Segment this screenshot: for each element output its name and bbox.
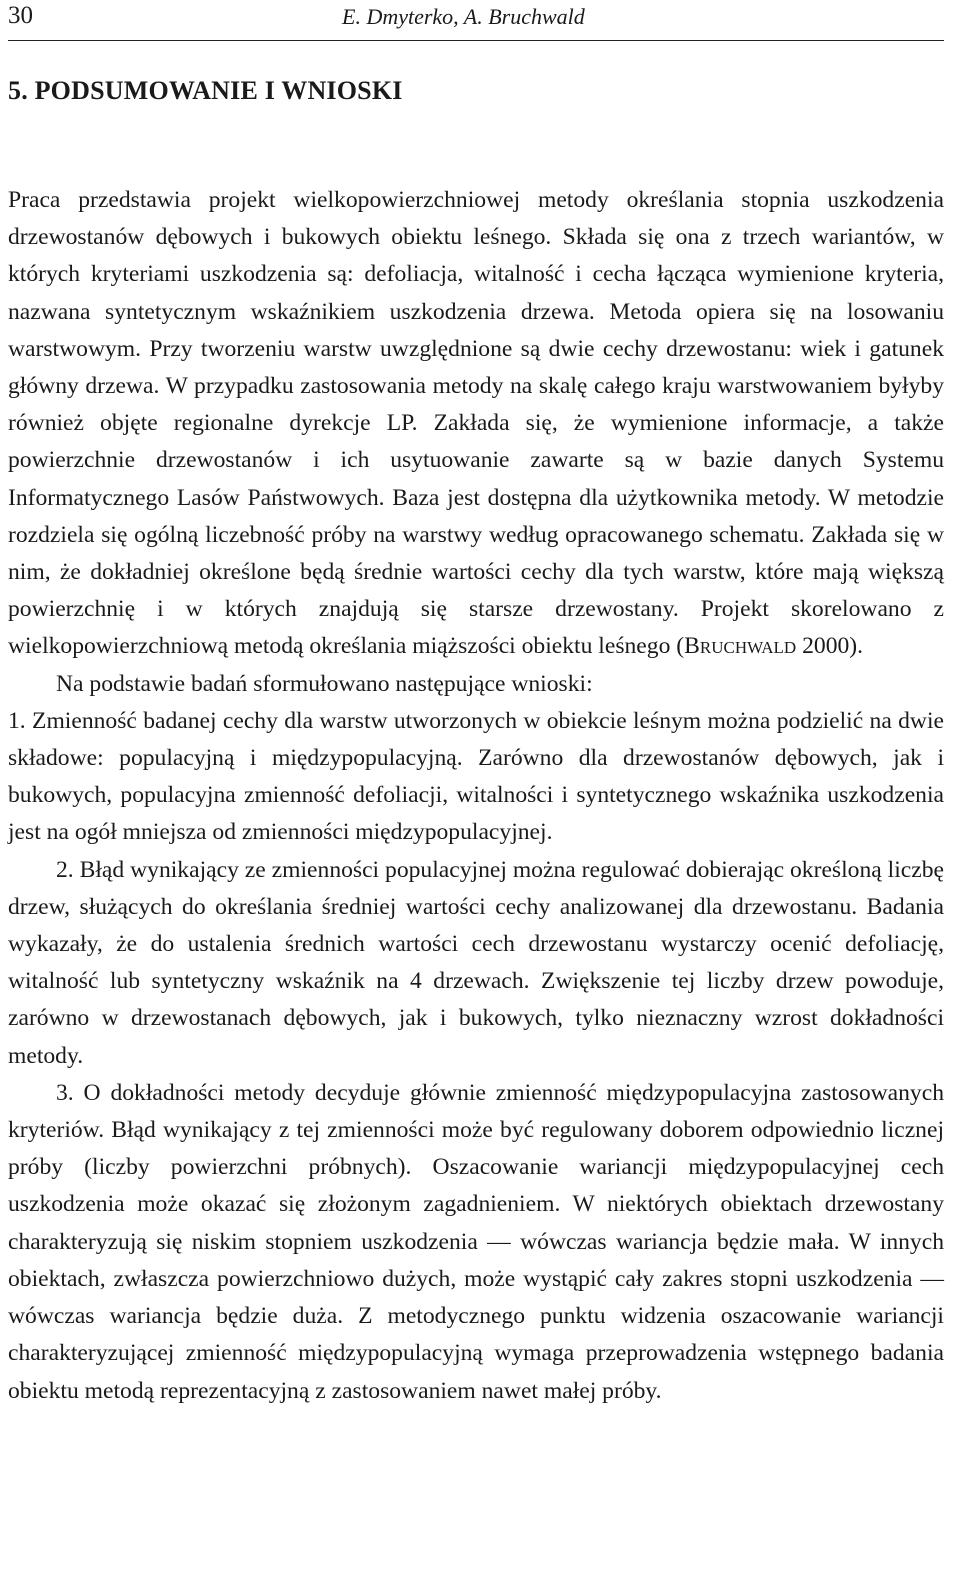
section-heading: 5. PODSUMOWANIE I WNIOSKI (8, 76, 403, 105)
citation-tail: 2000). (796, 633, 864, 660)
citation-author: Bruchwald (684, 633, 797, 660)
section-body (8, 182, 944, 1410)
summary-paragraph (8, 182, 944, 666)
document-page (8, 0, 948, 1404)
conclusion-1: 1. Zmienność badanej cechy dla warstw utworzonych w obiekcie leśnym można podzielić na dwie składowe: populacyjną i międzypopulacyjną. Zarówno dla drzewostanów dębowych, jak i bukowych, populacyjna zmienność defoliacji, witalności i syntetycznego wskaźnika uszkodzenia jest na ogół mniejsza od zmienności międzypopulacyjnej. (8, 707, 944, 846)
running-authors: E. Dmyterko, A. Bruchwald (342, 4, 585, 29)
running-header (8, 0, 944, 41)
conclusion-2: 2. Błąd wynikający ze zmienności populacyjnej można regulować dobierając określoną liczbę drzew, służących do określania średniej wartości cechy analizowanej dla drzewostanu. Badania wykazały, że do ustalenia średnich wartości cech drzewostanu wystarczy ocenić defoliację, witalność lub syntetyczny wskaźnik na 4 drzewach. Zwiększenie tej liczby drzew powoduje, zarówno w drzewostanach dębowych, jak i bukowych, tylko nieznaczny wzrost dokładności metody. (8, 856, 944, 1069)
summary-text: Praca przedstawia projekt wielkopowierzchniowej metody określania stopnia uszkodzenia drzewostanów dębowych i bukowych obiektu leśnego. Składa się ona z trzech wariantów, w których kryteriami uszkodzenia są: defoliacja, witalność i cecha łącząca wymienione kryteria, nazwana syntetycznym wskaźnikiem uszkodzenia drzewa. Metoda opiera się na losowaniu warstwowym. Przy tworzeniu warstw uwzględnione są dwie cechy drzewostanu: wiek i gatunek główny drzewa. W przypadku zastosowania metody na skalę całego kraju warstwowaniem byłyby również objęte regionalne dyrekcje LP. Zakłada się, że wymienione informacje, a także powierzchnie drzewostanów i ich usytuowanie zawarte są w bazie danych Systemu Informatycznego Lasów Państwowych. Baza jest dostępna dla użytkownika metody. W metodzie rozdziela się ogólną liczebność próby na warstwy według opracowanego schematu. Zakłada się w nim, że dokładniej określone będą średnie wartości cechy dla tych warstw, które mają większą powierzchnię i w których znajdują się starsze drzewostany. Projekt skorelowano z wielkopowierzchniową metodą określania miąższości obiektu leśnego ( (8, 187, 944, 660)
page-number: 30 (8, 2, 33, 29)
conclusion-3: 3. O dokładności metody decyduje głównie zmienność międzypopulacyjna zastosowanych kryteriów. Błąd wynikający z tej zmienności może być regulowany doborem odpowiednio licznej próby (liczby powierzchni próbnych). Oszacowanie wariancji międzypopulacyjnej cech uszkodzenia może okazać się złożonym zagadnieniem. W niektórych obiektach drzewostany charakteryzują się niskim stopniem uszkodzenia — wówczas wariancja będzie mała. W innych obiektach, zwłaszcza powierzchniowo dużych, może wystąpić cały zakres stopni uszkodzenia — wówczas wariancja będzie duża. Z metodycznego punktu widzenia oszacowanie wariancji charakteryzującej zmienność międzypopulacyjną wymaga przeprowadzenia wstępnego badania obiektu metodą reprezentacyjną z zastosowaniem nawet małej próby. (8, 1079, 944, 1404)
conclusions-intro: Na podstawie badań sformułowano następujące wnioski: (56, 670, 593, 697)
